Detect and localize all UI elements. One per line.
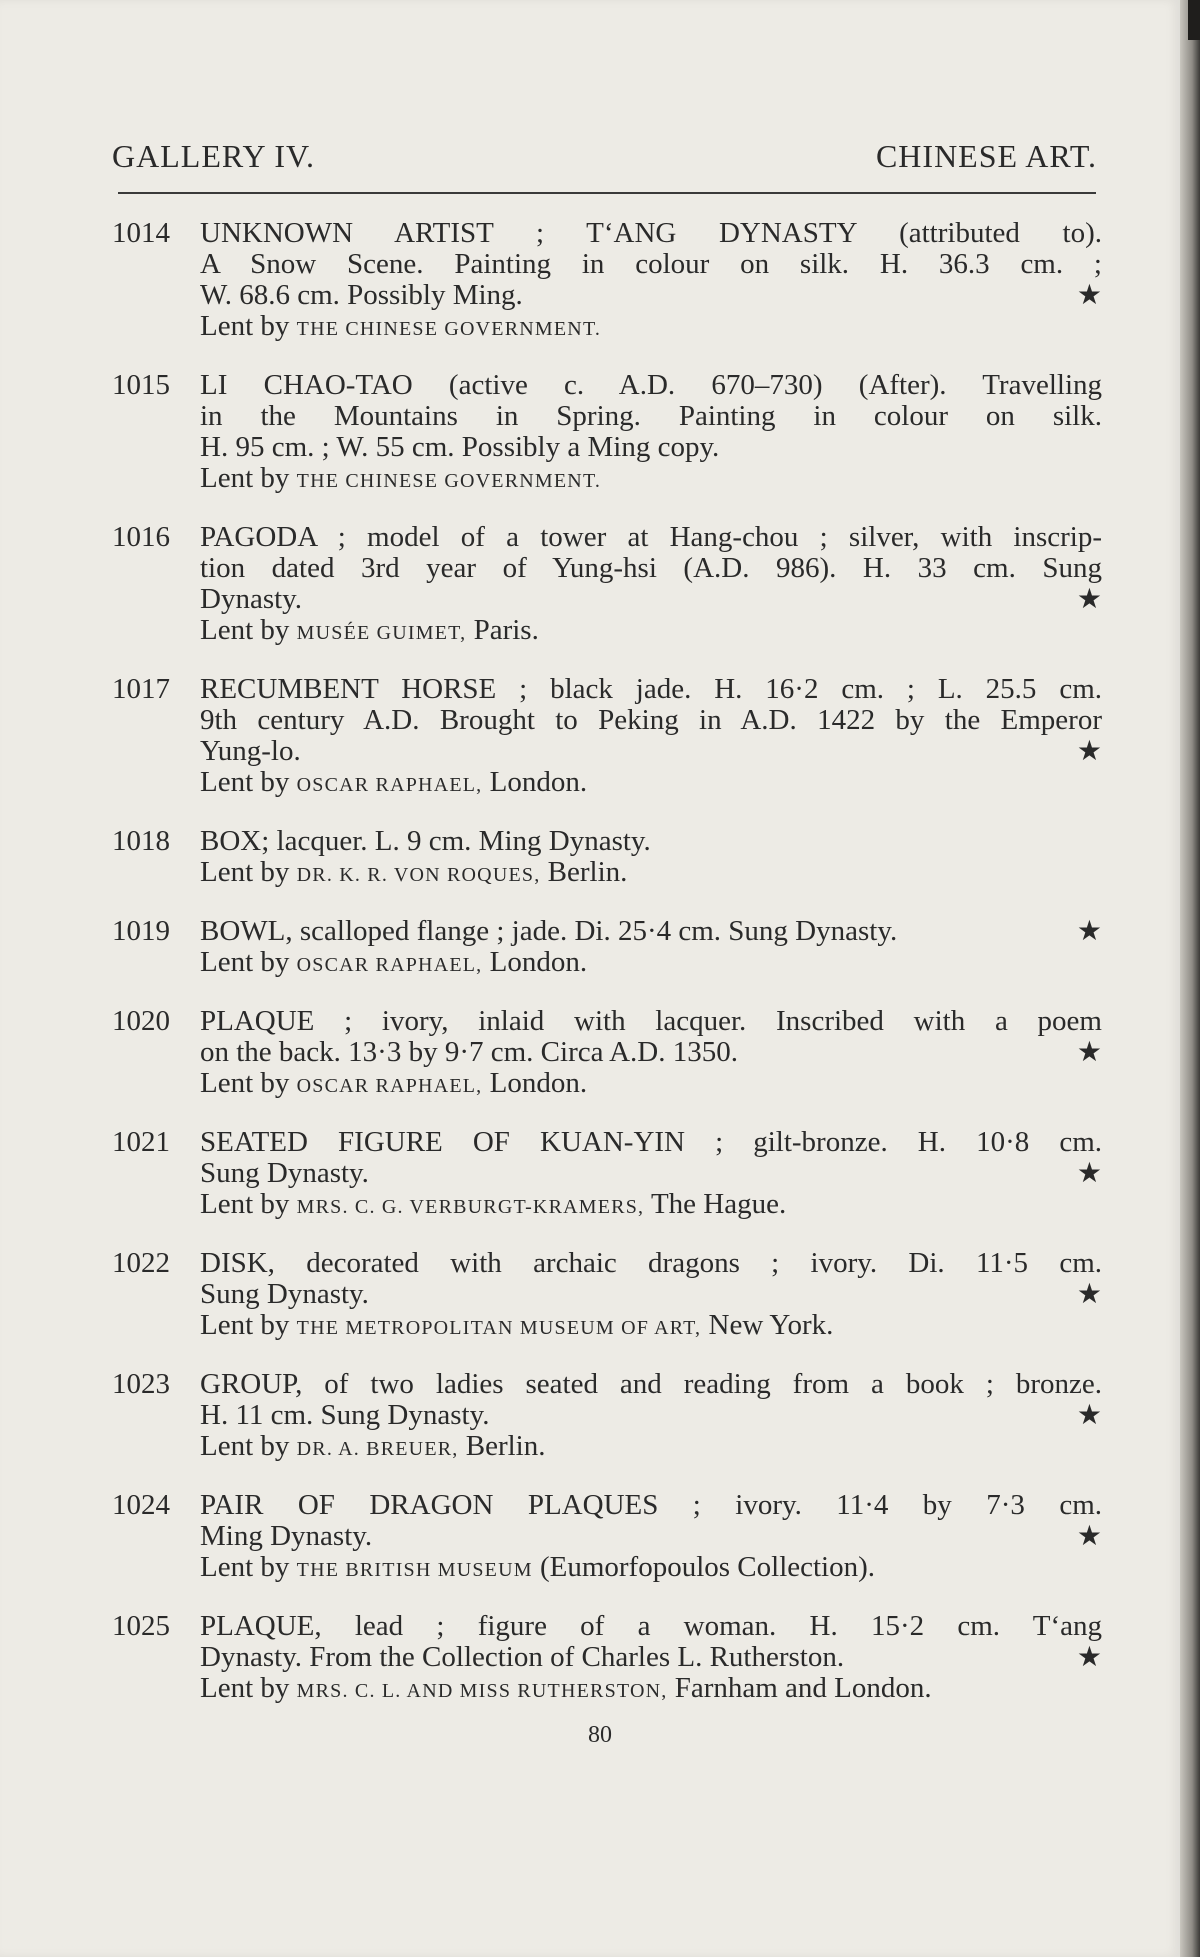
entry-description-line: in the Mountains in Spring. Painting in colour on silk. xyxy=(200,400,1102,432)
entry-number: 1016 xyxy=(112,521,170,553)
entry-number: 1014 xyxy=(112,217,170,249)
catalogue-entry xyxy=(112,1127,1102,1223)
lender-place: The Hague. xyxy=(650,1188,787,1220)
star-icon: ★ xyxy=(1076,1279,1102,1310)
catalogue-entry xyxy=(112,1006,1102,1102)
catalogue-entry xyxy=(112,370,1102,497)
lender-place: Farnham and London. xyxy=(674,1672,932,1704)
entry-number: 1019 xyxy=(112,915,170,947)
lent-by-line xyxy=(200,947,1102,981)
entry-description-line: PAIR OF DRAGON PLAQUES ; ivory. 11·4 by 7·3 cm. xyxy=(200,1489,1102,1521)
lent-by-line xyxy=(200,311,1102,345)
lender-name: OSCAR RAPHAEL, xyxy=(296,954,483,976)
header-gallery: GALLERY IV. xyxy=(112,138,315,174)
catalogue-entry xyxy=(112,1490,1102,1586)
entry-description-line: PAGODA ; model of a tower at Hang-chou ; silver, with inscrip- xyxy=(200,521,1102,553)
header-rule xyxy=(118,192,1096,194)
lent-prefix: Lent by xyxy=(200,1188,290,1220)
catalogue-entry xyxy=(112,1248,1102,1344)
lent-prefix: Lent by xyxy=(200,946,290,978)
page-corner-mark xyxy=(1188,0,1200,40)
catalogue-entries xyxy=(112,218,1102,1732)
entry-number: 1024 xyxy=(112,1489,170,1521)
entry-description-line: UNKNOWN ARTIST ; T‘ANG DYNASTY (attributed to). xyxy=(200,217,1102,249)
lender-name: DR. K. R. VON ROQUES, xyxy=(296,864,541,886)
lent-by-line xyxy=(200,1310,1102,1344)
entry-description-line: W. 68.6 cm. Possibly Ming. xyxy=(200,279,523,311)
entry-description-line: SEATED FIGURE OF KUAN-YIN ; gilt-bronze. H. 10·8 cm. xyxy=(200,1126,1102,1158)
entry-description-line: Yung-lo. xyxy=(200,735,301,767)
lent-by-line xyxy=(200,1189,1102,1223)
lent-prefix: Lent by xyxy=(200,1067,290,1099)
lender-name: THE METROPOLITAN MUSEUM OF ART, xyxy=(296,1317,702,1339)
catalogue-entry xyxy=(112,1369,1102,1465)
running-header xyxy=(112,138,1097,178)
catalogue-entry xyxy=(112,522,1102,649)
lent-prefix: Lent by xyxy=(200,1672,290,1704)
entry-number: 1017 xyxy=(112,673,170,705)
entry-description-line: LI CHAO-TAO (active c. A.D. 670–730) (After). Travelling xyxy=(200,369,1102,401)
star-icon: ★ xyxy=(1076,1037,1102,1068)
entry-description-line: BOX; lacquer. L. 9 cm. Ming Dynasty. xyxy=(200,825,651,857)
catalogue-entry xyxy=(112,1611,1102,1707)
entry-description-line: H. 95 cm. ; W. 55 cm. Possibly a Ming copy. xyxy=(200,431,720,463)
entry-description-line: Sung Dynasty. xyxy=(200,1278,369,1310)
lent-prefix: Lent by xyxy=(200,1309,290,1341)
lender-place: London. xyxy=(489,766,588,798)
catalogue-entry xyxy=(112,916,1102,981)
entry-description-line: tion dated 3rd year of Yung-hsi (A.D. 986). H. 33 cm. Sung xyxy=(200,552,1102,584)
star-icon: ★ xyxy=(1076,584,1102,615)
entry-description-line: BOWL, scalloped flange ; jade. Di. 25·4 cm. Sung Dynasty. xyxy=(200,915,898,947)
page-number: 80 xyxy=(588,1722,612,1748)
lender-name: OSCAR RAPHAEL, xyxy=(296,774,483,796)
lent-prefix: Lent by xyxy=(200,766,290,798)
header-section: CHINESE ART. xyxy=(875,138,1097,174)
lent-prefix: Lent by xyxy=(200,310,290,342)
catalogue-entry xyxy=(112,826,1102,891)
entry-description-line: GROUP, of two ladies seated and reading from a book ; bronze. xyxy=(200,1368,1102,1400)
lender-name: MRS. C. G. VERBURGT-KRAMERS, xyxy=(296,1196,645,1218)
catalogue-entry xyxy=(112,218,1102,345)
lender-place: (Eumorfopoulos Collection). xyxy=(539,1551,876,1583)
lent-by-line xyxy=(200,1673,1102,1707)
lender-name: DR. A. BREUER, xyxy=(296,1438,459,1460)
lender-place: Paris. xyxy=(473,614,539,646)
lent-prefix: Lent by xyxy=(200,856,290,888)
lender-name: MUSÉE GUIMET, xyxy=(296,622,467,644)
lender-place: London. xyxy=(489,946,588,978)
entry-number: 1022 xyxy=(112,1247,170,1279)
lender-place: London. xyxy=(489,1067,588,1099)
star-icon: ★ xyxy=(1076,1521,1102,1552)
lender-name: THE CHINESE GOVERNMENT. xyxy=(296,470,602,492)
lent-prefix: Lent by xyxy=(200,1551,290,1583)
lent-by-line xyxy=(200,1068,1102,1102)
lent-prefix: Lent by xyxy=(200,614,290,646)
lender-place: Berlin. xyxy=(547,856,628,888)
star-icon: ★ xyxy=(1076,1642,1102,1673)
entry-description-line: H. 11 cm. Sung Dynasty. xyxy=(200,1399,490,1431)
star-icon: ★ xyxy=(1076,280,1102,311)
lent-by-line xyxy=(200,767,1102,801)
entry-description-line: Dynasty. From the Collection of Charles L. Rutherston. xyxy=(200,1641,845,1673)
entry-number: 1023 xyxy=(112,1368,170,1400)
lender-name: MRS. C. L. AND MISS RUTHERSTON, xyxy=(296,1680,668,1702)
entry-description-line: RECUMBENT HORSE ; black jade. H. 16·2 cm. ; L. 25.5 cm. xyxy=(200,673,1102,705)
entry-description-line: PLAQUE, lead ; figure of a woman. H. 15·2 cm. T‘ang xyxy=(200,1610,1102,1642)
lent-prefix: Lent by xyxy=(200,462,290,494)
entry-number: 1025 xyxy=(112,1610,170,1642)
entry-description-line: PLAQUE ; ivory, inlaid with lacquer. Inscribed with a poem xyxy=(200,1005,1102,1037)
lender-place: New York. xyxy=(708,1309,834,1341)
star-icon: ★ xyxy=(1076,1158,1102,1189)
entry-number: 1020 xyxy=(112,1005,170,1037)
lender-name: OSCAR RAPHAEL, xyxy=(296,1075,483,1097)
star-icon: ★ xyxy=(1076,1400,1102,1431)
entry-description-line: 9th century A.D. Brought to Peking in A.D. 1422 by the Emperor xyxy=(200,704,1102,736)
lender-place: Berlin. xyxy=(465,1430,546,1462)
lent-prefix: Lent by xyxy=(200,1430,290,1462)
lent-by-line xyxy=(200,1552,1102,1586)
book-spine xyxy=(1180,0,1200,1957)
lender-name: THE CHINESE GOVERNMENT. xyxy=(296,318,602,340)
entry-number: 1021 xyxy=(112,1126,170,1158)
lent-by-line xyxy=(200,1431,1102,1465)
entry-description-line: on the back. 13·3 by 9·7 cm. Circa A.D. 1350. xyxy=(200,1036,739,1068)
lent-by-line xyxy=(200,615,1102,649)
entry-description-line: A Snow Scene. Painting in colour on silk. H. 36.3 cm. ; xyxy=(200,248,1102,280)
entry-description-line: Ming Dynasty. xyxy=(200,1520,373,1552)
lender-name: THE BRITISH MUSEUM xyxy=(296,1559,533,1581)
star-icon: ★ xyxy=(1076,916,1102,947)
entry-description-line: Sung Dynasty. xyxy=(200,1157,369,1189)
entry-description-line: Dynasty. xyxy=(200,583,303,615)
entry-description-line: DISK, decorated with archaic dragons ; ivory. Di. 11·5 cm. xyxy=(200,1247,1102,1279)
entry-number: 1015 xyxy=(112,369,170,401)
entry-number: 1018 xyxy=(112,825,170,857)
lent-by-line xyxy=(200,463,1102,497)
lent-by-line xyxy=(200,857,1102,891)
catalogue-entry xyxy=(112,674,1102,801)
star-icon: ★ xyxy=(1076,736,1102,767)
